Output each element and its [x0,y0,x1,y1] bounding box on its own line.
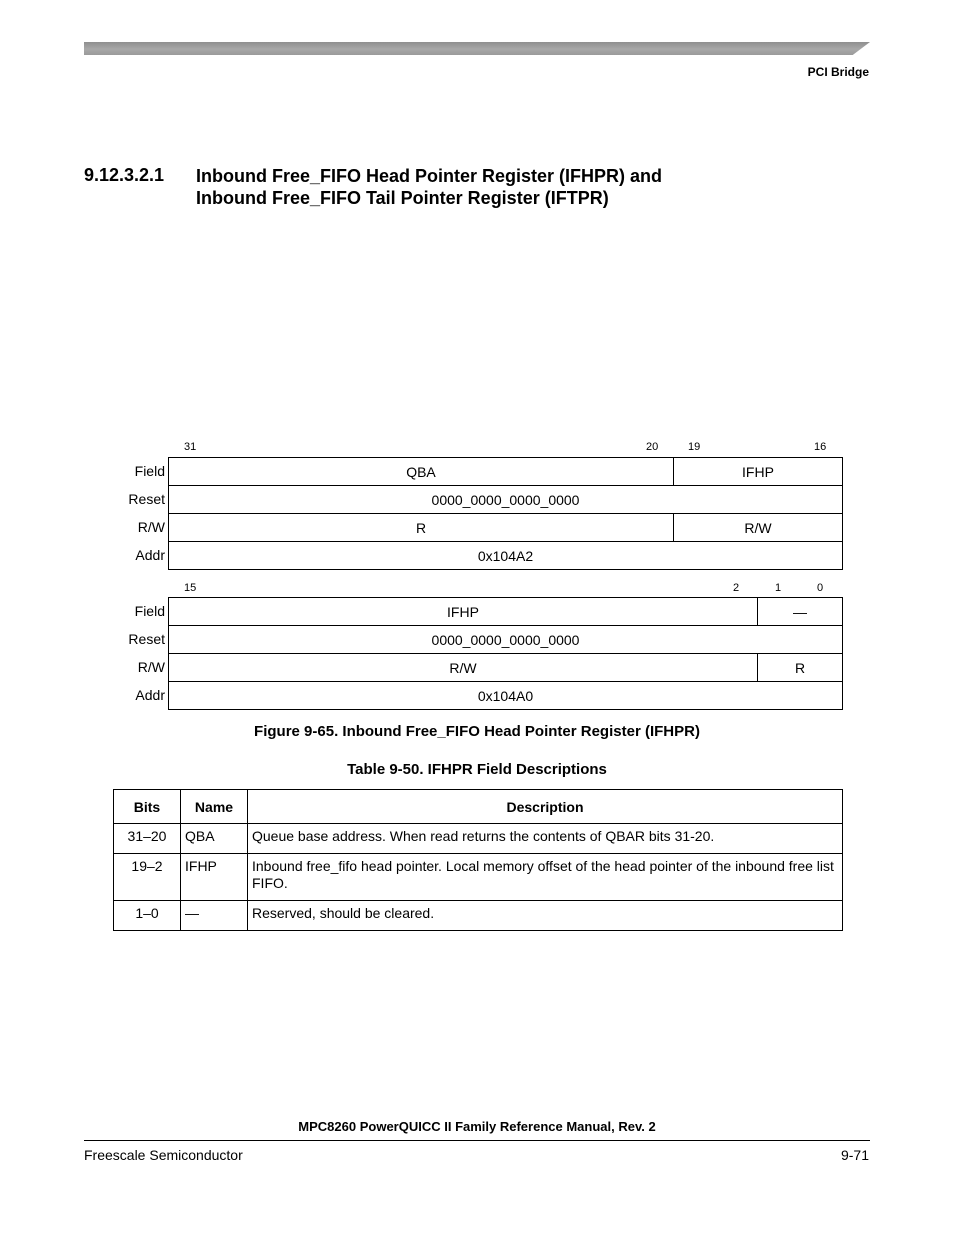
table-caption: Table 9-50. IFHPR Field Descriptions [347,761,607,778]
name-cell: QBA [181,824,248,854]
row-label-addr: Addr [135,547,165,563]
bit-number: 1 [775,582,782,594]
table-header-row [114,790,843,824]
section-number: 9.12.3.2.1 [84,165,165,185]
reset-cell: 0000_0000_0000_0000 [169,626,843,654]
bit-number: 2 [733,582,740,594]
bits-cell: 1–0 [114,901,181,931]
row-label-addr: Addr [135,687,165,703]
bit-number: 31 [184,441,197,453]
reset-cell: 0000_0000_0000_0000 [169,486,843,514]
row-label-rw: R/W [137,659,165,675]
footer-title: MPC8260 PowerQUICC II Family Reference Manual, Rev. 2 [298,1119,656,1134]
row-label-reset: Reset [128,491,165,507]
header-bar [84,42,870,55]
section-title-line2: Inbound Free_FIFO Tail Pointer Register (IFTPR) [196,188,609,208]
bit-number: 19 [688,441,701,453]
description-cell: Inbound free_fifo head pointer. Local memory offset of the head pointer of the inbound free list FIFO. [248,854,843,901]
row-label-field: Field [134,603,165,619]
table-row [114,901,843,931]
addr-cell: 0x104A0 [169,682,843,710]
field-description-table [113,789,843,931]
row-label-rw: R/W [137,519,165,535]
table-row [114,854,843,901]
access-cell: R/W [169,654,758,682]
name-cell: IFHP [181,854,248,901]
section-title [196,165,662,209]
bit-number: 0 [817,582,824,594]
bits-cell: 19–2 [114,854,181,901]
bits-cell: 31–20 [114,824,181,854]
column-header: Bits [114,790,181,824]
access-cell: R [758,654,843,682]
addr-cell: 0x104A2 [169,542,843,570]
register-table-lower [168,597,843,710]
field-cell: IFHP [169,598,758,626]
bit-number: 20 [646,441,659,453]
field-cell: — [758,598,843,626]
row-label-field: Field [134,463,165,479]
access-cell: R [169,514,674,542]
figure-caption: Figure 9-65. Inbound Free_FIFO Head Pointer Register (IFHPR) [254,723,700,740]
name-cell: — [181,901,248,931]
column-header: Description [248,790,843,824]
section-title-line1: Inbound Free_FIFO Head Pointer Register (IFHPR) and [196,166,663,186]
register-table-upper [168,457,843,570]
page-number: 9-71 [840,1147,869,1163]
description-cell: Queue base address. When read returns the contents of QBAR bits 31-20. [248,824,843,854]
row-label-reset: Reset [128,631,165,647]
column-header: Name [181,790,248,824]
access-cell: R/W [674,514,843,542]
footer-rule [84,1140,870,1141]
description-cell: Reserved, should be cleared. [248,901,843,931]
bit-number: 16 [814,441,827,453]
bit-number: 15 [184,582,197,594]
running-head: PCI Bridge [807,65,869,79]
field-cell: QBA [169,458,674,486]
footer-publisher: Freescale Semiconductor [84,1147,243,1163]
field-cell: IFHP [674,458,843,486]
table-row [114,824,843,854]
